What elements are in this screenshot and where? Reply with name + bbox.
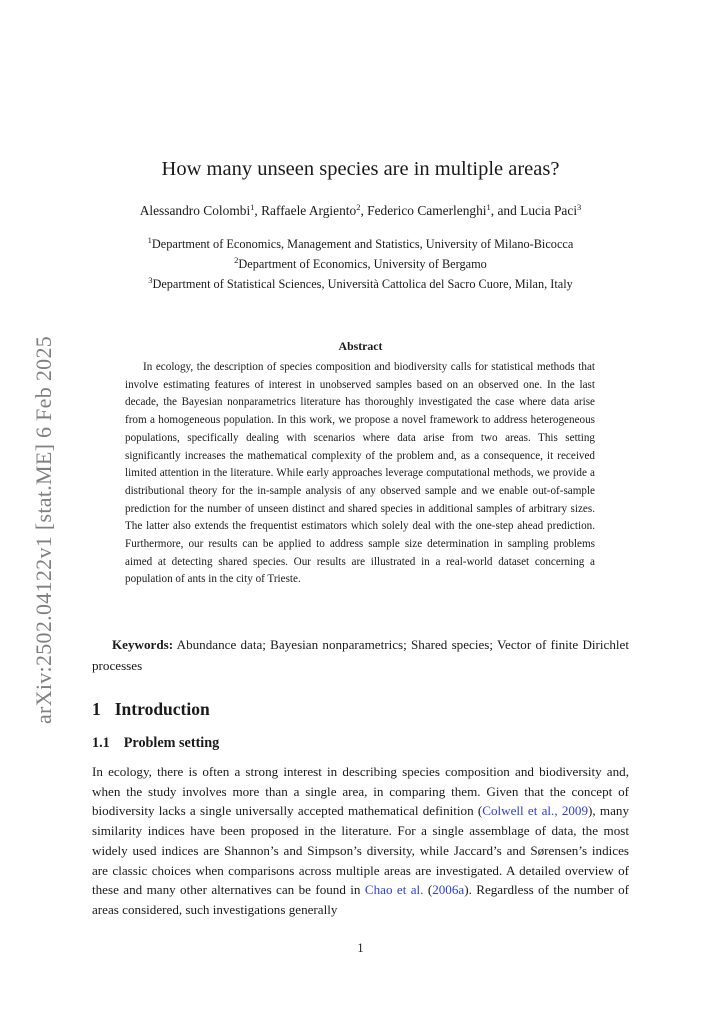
author-name: Alessandro Colombi <box>139 203 251 218</box>
intro-text: ), many similarity indices have been proposed in the literature. For a single assemblage of data, the most widely used indices are Shannon’s and Simpson’s diversity, while Jaccard’s and Sørensen’s indices are classic choices when comparisons across multiple areas are investigated. A detailed overview of these and many other alternatives can be found in <box>92 803 629 898</box>
affiliation-mark: 2 <box>356 202 361 212</box>
affiliation-text: Department of Statistical Sciences, Università Cattolica del Sacro Cuore, Milan, Italy <box>152 277 573 291</box>
affiliation-mark: 3 <box>577 202 582 212</box>
abstract-text: In ecology, the description of species composition and biodiversity calls for statistical methods that involve estimating features of interest in unobserved samples based on an observed one. In the last decade, the Bayesian nonparametrics literature has thoroughly investigated the case where data arise from a homogeneous population. In this work, we propose a novel framework to address heterogeneous populations, specifically dealing with scenarios where data arise from two areas. This setting significantly increases the mathematical complexity of the problem and, as a consequence, it received limited attention in the literature. While early approaches leverage computational methods, we provide a distributional theory for the in-sample analysis of any observed sample and we enable out-of-sample prediction for the number of unseen distinct and shared species in additional samples of arbitrary sizes. The latter also extends the frequentist estimators which solely deal with the one-step ahead prediction. Furthermore, our results can be applied to address sample size determination in sampling problems aimed at detecting shared species. Our results are illustrated in a real-world dataset concerning a population of ants in the city of Trieste. <box>125 361 595 586</box>
author-list <box>0 202 721 220</box>
citation-link-colwell[interactable]: Colwell et al., 2009 <box>482 803 589 819</box>
intro-text: In ecology, there is often a strong interest in describing species composition and biodiversity and, when the study involves more than a single area, in comparing them. Given that the concept of biodiversity lacks a single universally accepted mathematical definition ( <box>92 764 629 819</box>
affiliation-1 <box>0 235 721 253</box>
keywords-label: Keywords: <box>112 637 174 652</box>
section-number: 1 <box>92 699 101 719</box>
paper-title: How many unseen species are in multiple areas? <box>161 158 560 180</box>
author-separator: , and <box>490 203 521 218</box>
citation-paren: ( <box>423 882 433 898</box>
citation-link-chao-author[interactable]: Chao et al. <box>364 882 424 898</box>
author-name: Lucia Paci <box>520 203 578 218</box>
author-separator: , <box>360 203 368 218</box>
intro-text: . Regardless of the number of areas considered, such investigations generally <box>92 882 630 917</box>
intro-paragraph <box>92 762 629 920</box>
affiliation-mark: 1 <box>147 235 152 245</box>
abstract-heading: Abstract <box>338 339 383 353</box>
section-title: Introduction <box>114 699 210 719</box>
arxiv-identifier-stamp: arXiv:2502.04122v1 [stat.ME] 6 Feb 2025 <box>31 335 56 725</box>
citation-paren: ) <box>464 882 469 898</box>
subsection-number: 1.1 <box>92 735 110 751</box>
affiliation-mark: 1 <box>486 202 491 212</box>
affiliation-3 <box>0 275 721 293</box>
subsection-heading <box>92 734 219 752</box>
subsection-title: Problem setting <box>123 735 220 751</box>
section-heading <box>92 698 210 720</box>
page-number: 1 <box>357 941 364 955</box>
author-separator: , <box>254 203 262 218</box>
keywords-text: Abundance data; Bayesian nonparametrics; Shared species; Vector of finite Dirichlet processes <box>92 637 629 673</box>
keywords <box>92 634 629 676</box>
affiliation-mark: 2 <box>234 255 239 265</box>
citation-link-chao-year[interactable]: 2006a <box>432 882 465 898</box>
author-name: Raffaele Argiento <box>261 203 357 218</box>
author-name: Federico Camerlenghi <box>367 203 487 218</box>
affiliation-mark: 3 <box>148 275 153 285</box>
affiliation-text: Department of Economics, Management and Statistics, University of Milano-Bicocca <box>151 237 574 251</box>
affiliation-2 <box>0 255 721 273</box>
affiliation-text: Department of Economics, University of Bergamo <box>238 257 487 271</box>
affiliation-mark: 1 <box>250 202 255 212</box>
